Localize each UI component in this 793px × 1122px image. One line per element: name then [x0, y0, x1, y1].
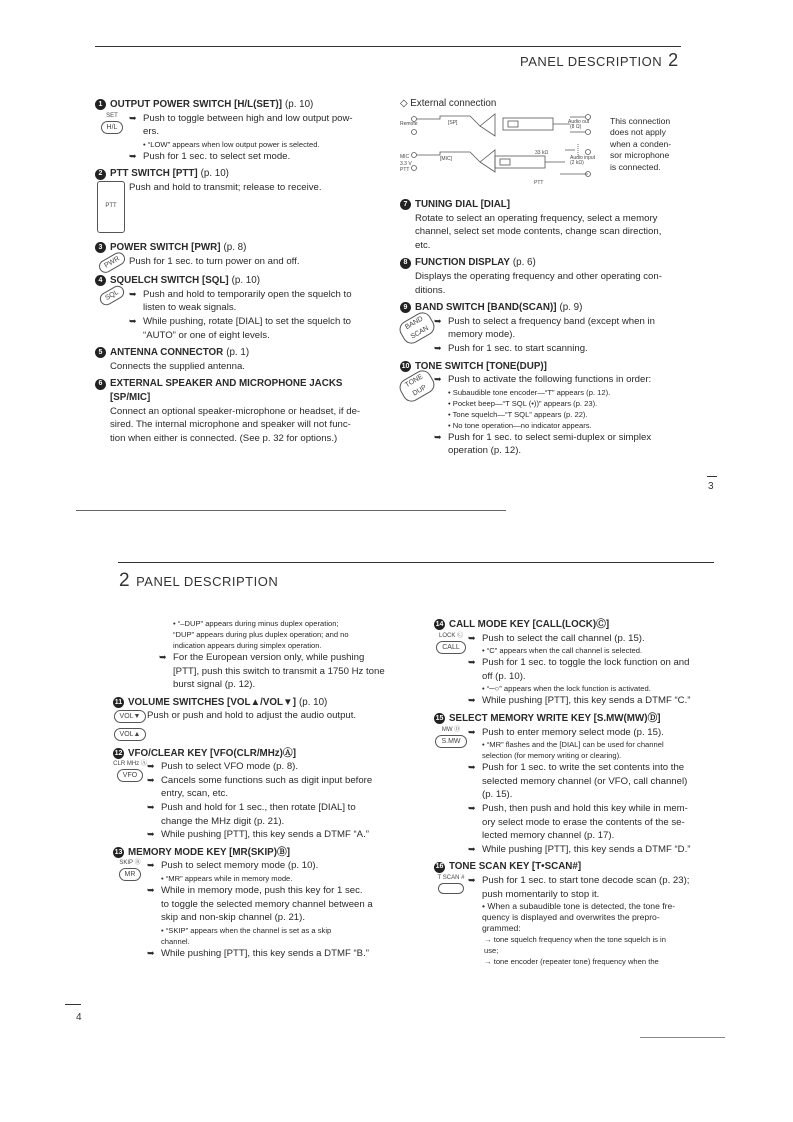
key-button[interactable]: VFO: [117, 769, 143, 782]
instruction-continuation: listen to weak signals.: [143, 302, 237, 314]
bottom-page-header: [119, 570, 278, 592]
item-body: [129, 112, 380, 164]
item-title: [400, 301, 685, 315]
item-body: [147, 709, 407, 742]
instruction-line: [147, 828, 407, 842]
description-line: Push or push and hold to adjust the audio output.: [147, 710, 357, 722]
voltage-label: 3.3 V: [400, 161, 412, 167]
panel-item-11: [113, 696, 407, 743]
instruction-continuation: memory mode).: [448, 329, 516, 341]
instruction-continuation: burst signal (p. 12).: [173, 679, 256, 691]
note-line: • When a subaudible tone is detected, the tone fre-: [482, 901, 676, 912]
item-title-text: BAND SWITCH [BAND(SCAN)]: [415, 302, 557, 314]
key-icon: [95, 288, 129, 342]
key-secondary-label: T SCAN #: [437, 874, 465, 881]
instruction-line: [468, 632, 720, 646]
ptt-button[interactable]: PTT: [97, 181, 125, 233]
note-line: • “SKIP” appears when the channel is set as a skip: [161, 925, 332, 935]
note-line: • “─○” appears when the lock function is activated.: [482, 684, 651, 694]
panel-item-15: [434, 712, 720, 856]
item-number-icon: 13: [113, 847, 124, 858]
item-body: [129, 288, 380, 342]
instruction-continuation: (p. 15).: [482, 789, 513, 801]
panel-item-2: [95, 167, 380, 237]
key-secondary-label: SKIP Ⓑ: [119, 860, 141, 867]
audio-out-impedance: (8 Ω): [570, 124, 582, 130]
arrow-icon: ➥: [434, 431, 442, 442]
item-number-icon: 1: [95, 99, 106, 110]
instruction-text: Push for 1 sec. to select semi-duplex or simplex: [448, 431, 652, 443]
item-number-icon: 16: [434, 862, 445, 873]
note-line: This connection: [610, 116, 671, 126]
key-icon: [400, 373, 434, 458]
key-icon: [434, 726, 468, 857]
key-secondary-label: CLR MHz Ⓐ: [113, 761, 147, 768]
note-line: indication appears during simplex operation.: [173, 641, 322, 650]
instruction-line: [147, 947, 407, 961]
key-icon: [113, 709, 147, 742]
arrow-icon: ➥: [468, 874, 476, 885]
key-icon: [95, 112, 129, 164]
arrow-icon: ➥: [147, 860, 155, 871]
item-title: [434, 618, 720, 632]
audio-input-label: Audio input: [570, 155, 596, 161]
arrow-icon: ➥: [159, 652, 167, 662]
instruction-line: [468, 694, 720, 708]
description-line: sired. The internal microphone and speaker will not func-: [110, 419, 351, 431]
item-title: [400, 198, 685, 212]
note-line: grammed:: [482, 923, 521, 934]
item-title: [434, 712, 720, 726]
instruction-continuation: entry, scan, etc.: [161, 788, 229, 800]
instruction-continuation: ory select mode to erase the contents of the se-: [482, 816, 685, 828]
instruction-line: [129, 112, 380, 126]
item-title-text: TUNING DIAL [DIAL]: [415, 199, 511, 210]
item-title: [95, 377, 380, 391]
panel-item-10: [400, 360, 685, 458]
item-number-icon: 5: [95, 347, 106, 358]
item-title-text: ANTENNA CONNECTOR: [110, 347, 224, 359]
audio-input-impedance: (2 kΩ): [570, 160, 584, 166]
instruction-text: Push for 1 sec. to start scanning.: [448, 342, 588, 354]
panel-item-12: [113, 747, 407, 842]
instruction-continuation: push momentarily to stop it.: [482, 888, 600, 900]
description-line: Rotate to select an operating frequency, select a memory: [415, 212, 658, 224]
audio-out-label: Audio out: [568, 119, 590, 125]
item-title-text: SELECT MEMORY WRITE KEY [S.MW(MW)Ⓓ]: [449, 712, 661, 724]
tone-switch-continuation: [113, 618, 407, 692]
item-body: [400, 212, 685, 253]
note-line: sor microphone: [610, 150, 670, 161]
instruction-text: Push for 1 sec. to start tone decode scan (p. 23);: [482, 874, 690, 886]
external-connection-heading: ◇ External connection: [400, 98, 497, 109]
item-number-icon: 3: [95, 242, 106, 253]
instruction-line: [468, 802, 720, 816]
instruction-text: While pushing [PTT], this key sends a DTMF “A.”: [161, 829, 369, 841]
key-button[interactable]: MR: [119, 868, 142, 881]
key-button[interactable]: BAND SCAN: [396, 309, 437, 347]
resistor-label: 33 kΩ: [535, 150, 549, 156]
panel-item-14: [434, 618, 720, 708]
item-number-icon: 11: [113, 697, 124, 708]
item-title-text: CALL MODE KEY [CALL(LOCK)Ⓒ]: [449, 619, 610, 630]
instruction-text: While pushing, rotate [DIAL] to set the squelch to: [143, 315, 351, 327]
key-secondary-label: SET: [106, 112, 118, 119]
note-line: does not apply: [610, 127, 666, 138]
item-number-icon: 7: [400, 199, 411, 210]
description-line: tion when either is connected. (See p. 32 for options.): [110, 432, 338, 444]
note-line: • No tone operation—no indicator appears.: [448, 420, 592, 430]
instruction-line: [147, 859, 407, 873]
note-line: “DUP” appears during plus duplex operation; and no: [173, 630, 349, 639]
item-title-text: POWER SWITCH [PWR]: [110, 241, 221, 253]
instruction-text: Push for 1 sec. to toggle the lock function on and: [482, 657, 690, 669]
page-reference: (p. 10): [298, 696, 328, 708]
item-title: [95, 98, 380, 112]
bottom-page-number: 4: [76, 1012, 82, 1023]
key-button[interactable]: [438, 883, 464, 894]
sub-note-line: → tone squelch frequency when the tone squelch is in: [484, 935, 666, 945]
bottom-right-rule: [640, 1037, 725, 1038]
arrow-icon: ➥: [468, 726, 476, 737]
note-line: • Subaudible tone encoder—“T” appears (p. 12).: [448, 387, 611, 397]
arrow-icon: ➥: [434, 342, 442, 353]
instruction-continuation: “AUTO” or one of eight levels.: [143, 329, 270, 341]
item-title-text: VFO/CLEAR KEY [VFO(CLR/MHz)Ⓐ]: [128, 747, 296, 759]
key-icon: [95, 255, 129, 271]
description-line: Connect an optional speaker-microphone or headset, if de-: [110, 405, 361, 417]
key-button[interactable]: CALL: [436, 641, 466, 654]
instruction-line: [129, 288, 380, 302]
arrow-icon: ➥: [147, 761, 155, 772]
instruction-continuation: [PTT], push this switch to transmit a 1750 Hz tone: [173, 665, 385, 677]
arrow-icon: ➥: [468, 762, 476, 773]
instruction-continuation: selected memory channel (or VFO, call channel): [482, 775, 688, 787]
instruction-continuation: lected memory channel (p. 17).: [482, 830, 615, 842]
note-line: channel.: [161, 936, 190, 946]
panel-item-4: [95, 274, 380, 342]
item-title-text: SQUELCH SWITCH [SQL]: [110, 275, 229, 287]
item-title-text: FUNCTION DISPLAY: [415, 257, 510, 269]
instruction-continuation: ers.: [143, 126, 159, 138]
item-title: [95, 167, 380, 181]
bottom-page-number-rule: [65, 1004, 81, 1005]
note-line: • Tone squelch—“T SQL” appears (p. 22).: [448, 409, 588, 419]
item-title-continuation: [SP/MIC]: [110, 391, 151, 403]
panel-item-5: [95, 346, 380, 373]
page-reference: (p. 10): [200, 168, 229, 180]
note-line: • “MR” flashes and the [DIAL] can be used for channel: [482, 740, 664, 750]
arrow-icon: ➥: [468, 632, 476, 643]
bottom-header-title: PANEL DESCRIPTION: [136, 574, 279, 589]
description-line: channel, select set mode contents, change scan direction,: [415, 226, 662, 238]
item-title-text: OUTPUT POWER SWITCH [H/L(SET)]: [110, 99, 282, 110]
item-body: [434, 315, 685, 356]
key-secondary-label: MW Ⓓ: [441, 726, 461, 733]
item-title: [113, 846, 407, 860]
arrow-icon: ➥: [468, 802, 476, 813]
instruction-text: Push to enter memory select mode (p. 15).: [482, 726, 664, 738]
remote-label: Remote: [400, 121, 418, 127]
page-reference: (p. 6): [512, 257, 536, 269]
arrow-icon: ➥: [147, 947, 155, 958]
top-right-column: [400, 198, 685, 462]
instruction-line: [434, 431, 685, 445]
external-connection-diagram: [400, 112, 610, 192]
item-number-icon: 10: [400, 361, 411, 372]
item-title-text: MEMORY MODE KEY [MR(SKIP)Ⓑ]: [128, 846, 291, 858]
instruction-line: [129, 150, 380, 164]
key-button[interactable]: SQL: [97, 283, 126, 307]
top-header-rule: [95, 46, 681, 47]
instruction-text: Push and hold for 1 sec., then rotate [DIAL] to: [161, 801, 356, 813]
key-button[interactable]: TONE DUP: [396, 367, 437, 405]
bottom-right-column: [434, 618, 720, 971]
key-icon: [400, 315, 434, 356]
instruction-text: Cancels some functions such as digit input before: [161, 774, 373, 786]
note-line: when a conden-: [610, 138, 672, 149]
item-title-text: TONE SWITCH [TONE(DUP)]: [415, 360, 547, 372]
page-reference: (p. 10): [231, 275, 260, 287]
instruction-continuation: to toggle the selected memory channel between a: [161, 898, 373, 910]
item-body: [400, 270, 685, 297]
sub-note-line: use;: [484, 946, 499, 956]
description-line: Displays the operating frequency and other operating con-: [415, 270, 662, 282]
instruction-text: Push to select the call channel (p. 15).: [482, 632, 645, 644]
bottom-left-column: [113, 618, 407, 964]
panel-item-13: [113, 846, 407, 961]
key-button[interactable]: PWR: [96, 249, 127, 274]
arrow-icon: ➥: [434, 374, 442, 385]
instruction-text: Push, then push and hold this key while in mem-: [482, 802, 688, 814]
note-line: • “C” appears when the call channel is selected.: [482, 646, 643, 656]
instruction-text: Push for 1 sec. to write the set contents into the: [482, 762, 685, 774]
arrow-icon: ➥: [468, 657, 476, 668]
arrow-icon: ➥: [147, 829, 155, 840]
instruction-line: [468, 843, 720, 857]
sp-jack-label: [SP]: [448, 120, 458, 126]
instruction-text: While pushing [PTT], this key sends a DTMF “D.”: [482, 843, 691, 855]
panel-item-1: [95, 98, 380, 163]
page-reference: (p. 1): [226, 347, 250, 359]
item-title: [95, 241, 380, 255]
bottom-header-rule: [118, 562, 714, 563]
item-number-icon: 12: [113, 748, 124, 759]
panel-item-9: [400, 301, 685, 355]
item-title: [400, 256, 685, 270]
instruction-line: [159, 651, 407, 665]
top-header-title: PANEL DESCRIPTION: [520, 54, 663, 69]
item-body: [147, 859, 407, 960]
instruction-text: For the European version only, while pushing: [173, 652, 365, 663]
description-line: Push for 1 sec. to turn power on and off.: [129, 255, 300, 267]
mic-jack-label: [MIC]: [440, 156, 452, 162]
arrow-icon: ➥: [129, 112, 137, 123]
instruction-line: [468, 761, 720, 775]
instruction-continuation: change the MHz digit (p. 21).: [161, 815, 285, 827]
item-number-icon: 15: [434, 713, 445, 724]
instruction-text: Push to activate the following functions in order:: [448, 374, 652, 386]
instruction-text: While pushing [PTT], this key sends a DTMF “C.”: [482, 695, 691, 707]
bottom-header-chapter: 2: [119, 570, 131, 591]
item-title: [95, 346, 380, 360]
arrow-icon: ➥: [147, 774, 155, 785]
instruction-line: [434, 342, 685, 356]
item-number-icon: 14: [434, 619, 445, 630]
instruction-line: [468, 656, 720, 670]
item-number-icon: 4: [95, 275, 106, 286]
item-number-icon: 6: [95, 379, 106, 390]
item-title: [113, 696, 407, 710]
item-body: [95, 360, 380, 374]
instruction-line: [468, 874, 720, 888]
key-icon: [434, 632, 468, 708]
item-number-icon: 8: [400, 258, 411, 269]
top-page-header: [520, 50, 679, 71]
panel-item-8: [400, 256, 685, 297]
description-line: etc.: [415, 239, 431, 251]
key-button[interactable]: H/L: [101, 121, 124, 134]
note-line: is connected.: [610, 161, 661, 172]
instruction-line: [434, 315, 685, 329]
mic-label: MIC: [400, 154, 410, 160]
description-line: Connects the supplied antenna.: [110, 360, 245, 372]
note-line: selection (for memory writing or clearing).: [482, 751, 622, 761]
item-body: [434, 373, 685, 458]
item-title: [434, 860, 720, 874]
note-line: • “LOW” appears when low output power is selected.: [143, 139, 320, 149]
instruction-line: [434, 373, 685, 387]
instruction-line: [147, 774, 407, 788]
panel-item-16: [434, 860, 720, 967]
item-title-text: EXTERNAL SPEAKER AND MICROPHONE JACKS: [110, 378, 343, 390]
panel-item-6: [95, 377, 380, 445]
instruction-line: [147, 801, 407, 815]
item-title: [400, 360, 685, 374]
item-number-icon: 9: [400, 302, 411, 313]
page-reference: (p. 9): [559, 302, 583, 314]
instruction-text: Push for 1 sec. to select set mode.: [143, 150, 291, 162]
arrow-icon: ➥: [129, 288, 137, 299]
key-button[interactable]: S.MW: [435, 735, 466, 748]
arrow-icon: ➥: [129, 315, 137, 326]
key-button[interactable]: VOL▲: [114, 728, 147, 741]
instruction-line: [147, 760, 407, 774]
arrow-icon: ➥: [147, 801, 155, 812]
arrow-icon: ➥: [434, 315, 442, 326]
instruction-line: [129, 315, 380, 329]
item-body: [95, 405, 380, 446]
instruction-line: [468, 726, 720, 740]
item-title: [95, 274, 380, 288]
item-number-icon: 2: [95, 169, 106, 180]
instruction-continuation: operation (p. 12).: [448, 445, 522, 457]
item-body: [129, 181, 380, 237]
item-title-text: TONE SCAN KEY [T•SCAN#]: [449, 861, 582, 873]
item-title-text: PTT SWITCH [PTT]: [110, 168, 198, 180]
external-connection-note: [610, 116, 671, 173]
instruction-text: Push and hold to temporarily open the squelch to: [143, 288, 352, 300]
item-title: [113, 747, 407, 761]
page-reference: (p. 8): [223, 241, 247, 253]
description-line: Push and hold to transmit; release to receive.: [129, 181, 322, 193]
ptt-switch-label: PTT: [534, 180, 544, 186]
key-secondary-label: LOCK Ⓒ: [438, 632, 463, 639]
top-page-number-rule: [707, 476, 717, 477]
ptt-terminal-label: PTT: [400, 167, 410, 173]
item-title-text: VOLUME SWITCHES [VOL▲/VOL▼]: [128, 696, 296, 708]
instruction-text: Push to select a frequency band (except when in: [448, 315, 655, 327]
key-icon: [113, 859, 147, 960]
note-line: • “–DUP” appears during minus duplex operation;: [173, 619, 339, 628]
item-body: [468, 874, 720, 967]
item-body: [468, 632, 720, 708]
item-body: [129, 255, 380, 271]
instruction-text: While in memory mode, push this key for 1 sec.: [161, 884, 363, 896]
item-body: [147, 760, 407, 842]
key-icon: [95, 181, 129, 237]
key-icon: [113, 760, 147, 842]
top-page-number: 3: [708, 481, 714, 492]
arrow-icon: ➥: [147, 884, 155, 895]
sub-note-line: → tone encoder (repeater tone) frequency when the: [484, 957, 659, 967]
instruction-line: [147, 884, 407, 898]
page-reference: (p. 10): [284, 99, 314, 110]
arrow-icon: ➥: [468, 843, 476, 854]
arrow-icon: ➥: [129, 150, 137, 161]
note-line: quency is displayed and overwrites the prepro-: [482, 912, 660, 923]
item-body: [468, 726, 720, 857]
instruction-text: While pushing [PTT], this key sends a DTMF “B.”: [161, 947, 369, 959]
key-button[interactable]: VOL▼: [114, 710, 147, 723]
instruction-text: Push to select memory mode (p. 10).: [161, 860, 319, 872]
panel-item-7: [400, 198, 685, 252]
note-line: • Pocket beep—“T SQL (•))” appears (p. 23).: [448, 398, 598, 408]
note-line: • “MR” appears while in memory mode.: [161, 873, 293, 883]
instruction-continuation: skip and non-skip channel (p. 21).: [161, 912, 305, 924]
instruction-text: Push to toggle between high and low output pow-: [143, 112, 353, 124]
top-left-column: [95, 98, 380, 449]
instruction-text: Push to select VFO mode (p. 8).: [161, 761, 299, 773]
key-icon: [434, 874, 468, 967]
page-divider-top: [76, 510, 506, 511]
top-header-chapter: 2: [668, 50, 679, 70]
arrow-icon: ➥: [468, 695, 476, 706]
external-connection: [400, 98, 685, 194]
description-line: ditions.: [415, 284, 446, 296]
panel-item-3: [95, 241, 380, 270]
instruction-continuation: off (p. 10).: [482, 670, 526, 682]
